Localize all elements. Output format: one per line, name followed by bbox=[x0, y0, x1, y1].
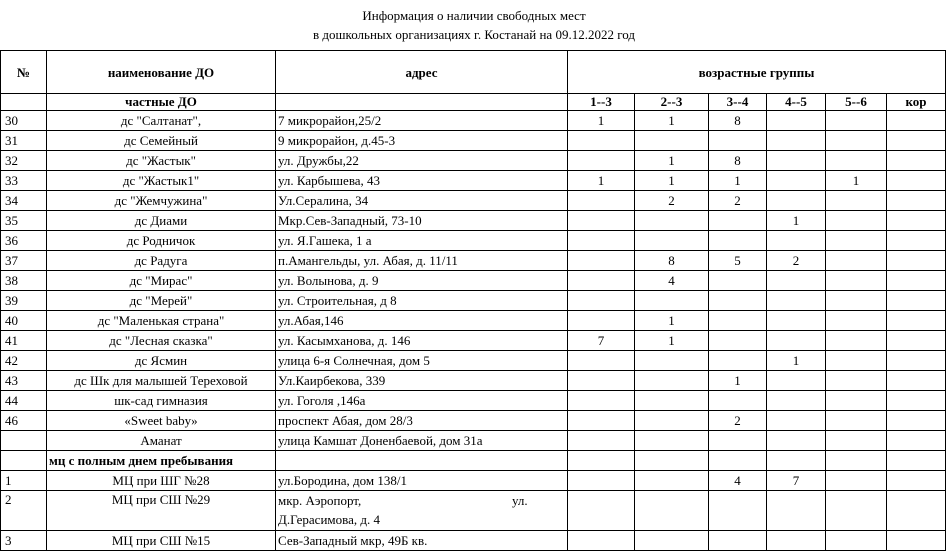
row-num: 39 bbox=[1, 291, 47, 311]
row-value bbox=[826, 191, 887, 211]
row-value bbox=[826, 391, 887, 411]
row-value bbox=[635, 411, 709, 431]
row-value: 2 bbox=[767, 251, 826, 271]
row-address: ул. Волынова, д. 9 bbox=[276, 271, 568, 291]
row-value bbox=[767, 271, 826, 291]
row-name: дс Диами bbox=[47, 211, 276, 231]
table-row bbox=[1, 371, 946, 391]
row-address: улица 6-я Солнечная, дом 5 bbox=[276, 351, 568, 371]
row-value bbox=[887, 431, 946, 451]
table-row bbox=[1, 351, 946, 371]
row-num: 36 bbox=[1, 231, 47, 251]
row-value bbox=[767, 131, 826, 151]
row-name: дс "Жемчужина" bbox=[47, 191, 276, 211]
row-address: улица Камшат Доненбаевой, дом 31а bbox=[276, 431, 568, 451]
row-num: 31 bbox=[1, 131, 47, 151]
row-value: 7 bbox=[568, 331, 635, 351]
document-title bbox=[0, 6, 948, 44]
row-name: МЦ при ШГ №28 bbox=[47, 471, 276, 491]
row-value bbox=[826, 131, 887, 151]
section-private-row bbox=[1, 94, 946, 111]
row-address: ул.Абая,146 bbox=[276, 311, 568, 331]
table-row bbox=[1, 311, 946, 331]
row-value: 1 bbox=[568, 111, 635, 131]
title-line-2: в дошкольных организациях г. Костанай на 09.12.2022 год bbox=[313, 27, 635, 42]
row-value bbox=[709, 331, 767, 351]
row-address: Мкр.Сев-Западный, 73-10 bbox=[276, 211, 568, 231]
row-value bbox=[826, 331, 887, 351]
header-age-groups: возрастные группы bbox=[568, 51, 946, 94]
row-name: МЦ при СШ №29 bbox=[47, 491, 276, 531]
row-value bbox=[767, 331, 826, 351]
row-value bbox=[887, 411, 946, 431]
row-value bbox=[709, 211, 767, 231]
row-value bbox=[767, 171, 826, 191]
row-value: 7 bbox=[767, 471, 826, 491]
row-value bbox=[887, 151, 946, 171]
row-address-line1-right: ул. bbox=[512, 493, 528, 508]
row-value bbox=[568, 371, 635, 391]
table-row bbox=[1, 471, 946, 491]
table-row bbox=[1, 191, 946, 211]
header-num: № bbox=[1, 51, 47, 94]
row-value bbox=[709, 351, 767, 371]
row-value bbox=[887, 291, 946, 311]
row-value bbox=[635, 211, 709, 231]
row-value bbox=[887, 371, 946, 391]
row-value bbox=[887, 391, 946, 411]
row-value bbox=[635, 391, 709, 411]
row-value: 1 bbox=[568, 171, 635, 191]
row-value bbox=[568, 531, 635, 551]
row-address: 9 микрорайон, д.45-3 bbox=[276, 131, 568, 151]
row-value: 8 bbox=[635, 251, 709, 271]
table-row bbox=[1, 431, 946, 451]
row-value bbox=[826, 311, 887, 331]
row-name: дс "Мерей" bbox=[47, 291, 276, 311]
row-num: 37 bbox=[1, 251, 47, 271]
row-value bbox=[887, 271, 946, 291]
table-row bbox=[1, 251, 946, 271]
table-row bbox=[1, 391, 946, 411]
row-value bbox=[568, 131, 635, 151]
row-value bbox=[709, 531, 767, 551]
row-name: шк-сад гимназия bbox=[47, 391, 276, 411]
row-value: 4 bbox=[635, 271, 709, 291]
row-value: 5 bbox=[709, 251, 767, 271]
row-value bbox=[887, 191, 946, 211]
row-address: п.Амангельды, ул. Абая, д. 11/11 bbox=[276, 251, 568, 271]
row-num: 38 bbox=[1, 271, 47, 291]
title-line-1: Информация о наличии свободных мест bbox=[362, 8, 586, 23]
section-full-day-row bbox=[1, 451, 946, 471]
row-value bbox=[826, 271, 887, 291]
row-num: 1 bbox=[1, 471, 47, 491]
row-value bbox=[568, 231, 635, 251]
age-col-header: 2--3 bbox=[635, 94, 709, 111]
row-address: ул. Карбышева, 43 bbox=[276, 171, 568, 191]
row-value bbox=[767, 311, 826, 331]
header-name: наименование ДО bbox=[47, 51, 276, 94]
row-value bbox=[887, 491, 946, 531]
row-value bbox=[568, 311, 635, 331]
row-name: дс "Мирас" bbox=[47, 271, 276, 291]
row-value: 2 bbox=[635, 191, 709, 211]
row-address: ул. Касымханова, д. 146 bbox=[276, 331, 568, 351]
row-name: дс "Лесная сказка" bbox=[47, 331, 276, 351]
age-col-header: кор bbox=[887, 94, 946, 111]
header-address: адрес bbox=[276, 51, 568, 94]
table-row bbox=[1, 411, 946, 431]
row-address: ул.Бородина, дом 138/1 bbox=[276, 471, 568, 491]
row-address: ул. Гоголя ,146а bbox=[276, 391, 568, 411]
row-value bbox=[826, 111, 887, 131]
table-row bbox=[1, 131, 946, 151]
row-value bbox=[709, 311, 767, 331]
age-col-header: 5--6 bbox=[826, 94, 887, 111]
row-num: 46 bbox=[1, 411, 47, 431]
row-value bbox=[635, 131, 709, 151]
row-value bbox=[568, 431, 635, 451]
row-name: МЦ при СШ №15 bbox=[47, 531, 276, 551]
row-address: ул. Я.Гашека, 1 а bbox=[276, 231, 568, 251]
row-value bbox=[709, 431, 767, 451]
table-row bbox=[1, 151, 946, 171]
row-value bbox=[568, 471, 635, 491]
age-col-header: 4--5 bbox=[767, 94, 826, 111]
row-value bbox=[826, 371, 887, 391]
row-value bbox=[635, 231, 709, 251]
row-value bbox=[767, 111, 826, 131]
row-value bbox=[767, 191, 826, 211]
row-num: 33 bbox=[1, 171, 47, 191]
row-value bbox=[568, 211, 635, 231]
row-value bbox=[635, 471, 709, 491]
row-address bbox=[276, 491, 568, 531]
row-value bbox=[767, 431, 826, 451]
row-value bbox=[767, 391, 826, 411]
row-num: 34 bbox=[1, 191, 47, 211]
row-name: Аманат bbox=[47, 431, 276, 451]
table-row bbox=[1, 331, 946, 351]
row-value bbox=[568, 351, 635, 371]
row-value: 1 bbox=[635, 151, 709, 171]
row-value bbox=[826, 491, 887, 531]
row-name: дс "Маленькая страна" bbox=[47, 311, 276, 331]
row-num: 30 bbox=[1, 111, 47, 131]
row-value bbox=[767, 491, 826, 531]
row-value bbox=[887, 471, 946, 491]
row-value bbox=[887, 351, 946, 371]
table-row bbox=[1, 531, 946, 551]
row-value bbox=[568, 491, 635, 531]
row-name: дс Шк для малышей Тереховой bbox=[47, 371, 276, 391]
age-col-header: 3--4 bbox=[709, 94, 767, 111]
row-value bbox=[568, 391, 635, 411]
table-row bbox=[1, 491, 946, 531]
row-value bbox=[826, 231, 887, 251]
row-value bbox=[767, 151, 826, 171]
table-row bbox=[1, 291, 946, 311]
row-value bbox=[709, 271, 767, 291]
table-row bbox=[1, 231, 946, 251]
row-value bbox=[887, 231, 946, 251]
row-value: 2 bbox=[709, 411, 767, 431]
row-value bbox=[568, 251, 635, 271]
row-value: 1 bbox=[826, 171, 887, 191]
row-value: 1 bbox=[767, 351, 826, 371]
row-num: 32 bbox=[1, 151, 47, 171]
row-num: 43 bbox=[1, 371, 47, 391]
table-row bbox=[1, 171, 946, 191]
row-value: 2 bbox=[709, 191, 767, 211]
row-value: 1 bbox=[709, 171, 767, 191]
row-num: 42 bbox=[1, 351, 47, 371]
private-rows bbox=[1, 111, 946, 451]
row-value bbox=[826, 411, 887, 431]
row-num: 40 bbox=[1, 311, 47, 331]
row-address: Ул.Сералина, 34 bbox=[276, 191, 568, 211]
table-row bbox=[1, 111, 946, 131]
row-value: 1 bbox=[635, 171, 709, 191]
row-num: 2 bbox=[1, 491, 47, 531]
table-row bbox=[1, 211, 946, 231]
row-value bbox=[767, 411, 826, 431]
row-name: дс Ясмин bbox=[47, 351, 276, 371]
row-value: 8 bbox=[709, 111, 767, 131]
row-name: дс "Жастык" bbox=[47, 151, 276, 171]
row-value bbox=[887, 131, 946, 151]
row-name: дс Радуга bbox=[47, 251, 276, 271]
row-address-line2: Д.Герасимова, д. 4 bbox=[278, 512, 380, 527]
section-private-label: частные ДО bbox=[47, 94, 276, 111]
row-value: 1 bbox=[709, 371, 767, 391]
row-value bbox=[709, 491, 767, 531]
row-value bbox=[635, 491, 709, 531]
row-value bbox=[767, 531, 826, 551]
row-value bbox=[767, 371, 826, 391]
row-value bbox=[887, 171, 946, 191]
row-value bbox=[826, 151, 887, 171]
header-row bbox=[1, 51, 946, 94]
row-value bbox=[887, 331, 946, 351]
row-value bbox=[635, 351, 709, 371]
row-num: 41 bbox=[1, 331, 47, 351]
row-name: дс Семейный bbox=[47, 131, 276, 151]
row-value bbox=[767, 231, 826, 251]
row-value bbox=[826, 291, 887, 311]
row-value bbox=[568, 411, 635, 431]
row-value bbox=[826, 471, 887, 491]
row-value bbox=[709, 391, 767, 411]
row-address-line1: мкр. Аэропорт, bbox=[278, 493, 362, 508]
row-name: дс Родничок bbox=[47, 231, 276, 251]
table-row bbox=[1, 271, 946, 291]
row-value: 1 bbox=[635, 311, 709, 331]
row-value bbox=[887, 211, 946, 231]
row-value bbox=[826, 431, 887, 451]
row-name: «Sweet baby» bbox=[47, 411, 276, 431]
row-name: дс "Жастык1" bbox=[47, 171, 276, 191]
row-num: 35 bbox=[1, 211, 47, 231]
row-value: 1 bbox=[635, 331, 709, 351]
row-num bbox=[1, 431, 47, 451]
row-address: ул. Строительная, д 8 bbox=[276, 291, 568, 311]
row-num: 44 bbox=[1, 391, 47, 411]
row-value bbox=[568, 271, 635, 291]
row-address: 7 микрорайон,25/2 bbox=[276, 111, 568, 131]
row-address: Ул.Каирбекова, 339 bbox=[276, 371, 568, 391]
row-value bbox=[826, 531, 887, 551]
row-value bbox=[887, 531, 946, 551]
row-value bbox=[767, 291, 826, 311]
row-value bbox=[826, 251, 887, 271]
age-col-header: 1--3 bbox=[568, 94, 635, 111]
row-name: дс "Салтанат", bbox=[47, 111, 276, 131]
row-value bbox=[568, 291, 635, 311]
row-value bbox=[568, 151, 635, 171]
row-address: Сев-Западный мкр, 49Б кв. bbox=[276, 531, 568, 551]
row-value bbox=[635, 291, 709, 311]
row-value bbox=[826, 211, 887, 231]
row-value bbox=[887, 111, 946, 131]
section-full-day-label: мц с полным днем пребывания bbox=[47, 451, 276, 471]
row-value: 8 bbox=[709, 151, 767, 171]
row-value bbox=[568, 191, 635, 211]
row-value bbox=[887, 311, 946, 331]
row-value bbox=[709, 291, 767, 311]
row-address: проспект Абая, дом 28/3 bbox=[276, 411, 568, 431]
row-value: 1 bbox=[767, 211, 826, 231]
row-address: ул. Дружбы,22 bbox=[276, 151, 568, 171]
places-table bbox=[0, 50, 946, 551]
row-value bbox=[709, 231, 767, 251]
row-value bbox=[635, 371, 709, 391]
row-value bbox=[887, 251, 946, 271]
row-value: 1 bbox=[635, 111, 709, 131]
row-value: 4 bbox=[709, 471, 767, 491]
row-num: 3 bbox=[1, 531, 47, 551]
row-value bbox=[709, 131, 767, 151]
row-value bbox=[635, 431, 709, 451]
row-value bbox=[635, 531, 709, 551]
row-value bbox=[826, 351, 887, 371]
